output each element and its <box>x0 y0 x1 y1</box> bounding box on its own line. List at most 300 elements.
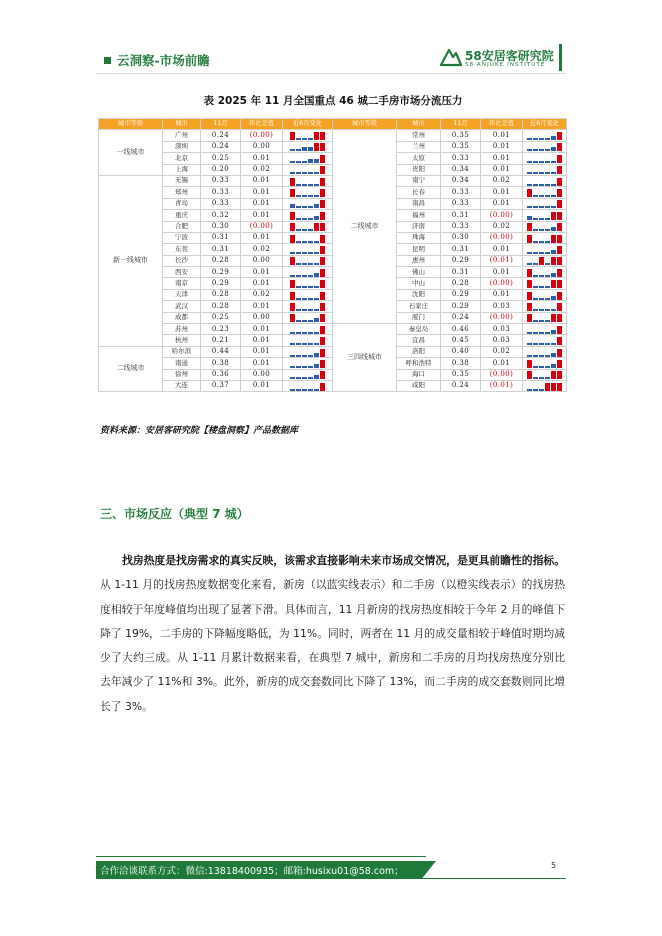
logo-en-text: 58·ANJUKE INSTITUTE <box>465 62 546 68</box>
sparkline-bar <box>296 309 301 311</box>
sparkline-cell <box>283 335 333 346</box>
nov-value: 0.25 <box>201 153 241 164</box>
sparkline-bar <box>545 138 550 140</box>
sparkline <box>283 313 332 322</box>
sparkline-bar <box>545 320 550 322</box>
mom-diff: 0.03 <box>481 335 523 346</box>
sparkline-bar <box>314 286 319 288</box>
city-name: 合肥 <box>163 221 201 232</box>
city-name: 佛山 <box>397 267 441 278</box>
sparkline-bar <box>539 218 544 220</box>
mom-diff: (0.01) <box>481 255 523 266</box>
sparkline-bar <box>296 343 301 345</box>
mom-diff: 0.01 <box>481 289 523 300</box>
city-name: 秦皇岛 <box>397 324 441 335</box>
sparkline-cell <box>523 221 567 232</box>
sparkline-bar <box>533 206 538 208</box>
sparkline-bar <box>557 189 562 197</box>
sparkline-bar <box>314 216 319 220</box>
sparkline-bar <box>527 223 532 231</box>
sparkline <box>283 256 332 265</box>
nov-value: 0.44 <box>201 346 241 357</box>
sparkline-bar <box>551 195 556 197</box>
nov-value: 0.34 <box>441 164 481 175</box>
city-name: 北京 <box>163 153 201 164</box>
sparkline-bar <box>302 218 307 220</box>
footer-contact: 合作洽谈联系方式：微信:13818400935；邮箱:husixu01@58.com； <box>100 866 404 877</box>
sparkline-bar <box>527 371 532 379</box>
sparkline-bar <box>539 172 544 174</box>
nov-value: 0.35 <box>441 141 481 152</box>
sparkline-bar <box>320 178 325 186</box>
sparkline-bar <box>557 212 562 220</box>
city-name: 长沙 <box>163 255 201 266</box>
mom-diff: (0.00) <box>481 278 523 289</box>
mom-diff: (0.00) <box>481 369 523 380</box>
city-name: 青岛 <box>163 198 201 209</box>
sparkline-cell <box>283 289 333 300</box>
city-name: 咸阳 <box>397 380 441 391</box>
sparkline-bar <box>551 147 556 151</box>
sparkline-bar <box>296 172 301 174</box>
sparkline-bar <box>314 223 319 231</box>
sparkline-bar <box>557 200 562 208</box>
sparkline <box>523 142 566 151</box>
sparkline-bar <box>557 132 562 140</box>
sparkline-bar <box>302 377 307 379</box>
city-name: 呼和浩特 <box>397 358 441 369</box>
city-name: 沈阳 <box>397 289 441 300</box>
sparkline-bar <box>308 355 313 357</box>
sparkline-bar <box>527 389 532 391</box>
sparkline-bar <box>551 161 556 163</box>
sparkline-bar <box>320 166 325 174</box>
sparkline-bar <box>557 314 562 322</box>
sparkline-bar <box>308 184 313 186</box>
sparkline-bar <box>539 257 544 265</box>
sparkline-cell <box>283 369 333 380</box>
sparkline-bar <box>290 235 295 243</box>
sparkline-bar <box>296 252 301 254</box>
sparkline-bar <box>290 172 295 174</box>
sparkline-bar <box>302 229 307 231</box>
sparkline-bar <box>551 343 556 345</box>
city-name: 杭州 <box>163 335 201 346</box>
sparkline-bar <box>551 296 556 300</box>
sparkline-bar <box>320 303 325 311</box>
sparkline-bar <box>296 377 301 379</box>
nov-value: 0.33 <box>201 187 241 198</box>
sparkline <box>283 382 332 391</box>
sparkline-cell <box>523 210 567 221</box>
nov-value: 0.31 <box>441 210 481 221</box>
sparkline-bar <box>533 366 538 368</box>
mom-diff: 0.01 <box>481 244 523 255</box>
city-name: 昆明 <box>397 244 441 255</box>
sparkline-bar <box>320 189 325 197</box>
sparkline-bar <box>545 184 550 186</box>
sparkline <box>283 348 332 357</box>
sparkline-bar <box>551 250 556 254</box>
sparkline-bar <box>527 184 532 186</box>
sparkline-bar <box>290 257 295 265</box>
city-name: 福州 <box>397 210 441 221</box>
city-name: 兰州 <box>397 141 441 152</box>
city-name: 长春 <box>397 187 441 198</box>
sparkline-bar <box>296 275 301 277</box>
sparkline-bar <box>527 303 532 311</box>
sparkline-bar <box>539 252 544 254</box>
nov-value: 0.32 <box>201 210 241 221</box>
city-name: 宁波 <box>163 232 201 243</box>
sparkline-bar <box>557 349 562 357</box>
sparkline-bar <box>320 132 325 140</box>
sparkline-bar <box>302 172 307 174</box>
city-name: 厦门 <box>397 312 441 323</box>
sparkline-cell <box>523 369 567 380</box>
sparkline-bar <box>539 377 544 379</box>
nov-value: 0.35 <box>441 369 481 380</box>
sparkline <box>283 199 332 208</box>
sparkline <box>283 211 332 220</box>
sparkline-bar <box>533 195 538 197</box>
mom-diff: (0.00) <box>241 221 283 232</box>
header-title-text: 云洞察-市场前瞻 <box>117 53 210 68</box>
sparkline-bar <box>539 195 544 197</box>
sparkline-bar <box>302 389 307 391</box>
sparkline-cell <box>283 130 333 141</box>
sparkline-bar <box>551 184 556 186</box>
sparkline-cell <box>523 267 567 278</box>
mom-diff: 0.01 <box>241 335 283 346</box>
sparkline <box>283 336 332 345</box>
sparkline-bar <box>545 161 550 163</box>
city-pressure-table <box>98 118 567 392</box>
brand-logo <box>440 45 558 73</box>
sparkline-bar <box>296 161 301 163</box>
sparkline-bar <box>527 252 532 254</box>
sparkline-bar <box>545 286 550 288</box>
sparkline-bar <box>545 229 550 231</box>
sparkline-bar <box>320 337 325 345</box>
sparkline-bar <box>314 364 319 368</box>
sparkline-bar <box>320 223 325 231</box>
sparkline-bar <box>551 314 556 322</box>
mom-diff: 0.02 <box>241 244 283 255</box>
sparkline-bar <box>533 218 538 220</box>
sparkline-bar <box>302 206 307 208</box>
sparkline-bar <box>527 138 532 140</box>
sparkline <box>523 222 566 231</box>
nov-value: 0.28 <box>441 278 481 289</box>
nov-value: 0.35 <box>441 130 481 141</box>
sparkline-bar <box>296 355 301 357</box>
sparkline-cell <box>283 153 333 164</box>
table-body <box>99 130 567 392</box>
mom-diff: 0.01 <box>241 358 283 369</box>
sparkline-bar <box>320 246 325 254</box>
nov-value: 0.33 <box>441 221 481 232</box>
sparkline-bar <box>308 343 313 345</box>
mom-diff: 0.01 <box>481 141 523 152</box>
sparkline-bar <box>308 138 313 140</box>
sparkline-bar <box>302 138 307 140</box>
sparkline <box>283 188 332 197</box>
sparkline-bar <box>302 355 307 357</box>
sparkline-bar <box>320 383 325 391</box>
sparkline-bar <box>539 229 544 231</box>
sparkline-bar <box>533 286 538 288</box>
sparkline-cell <box>523 198 567 209</box>
mom-diff: 0.01 <box>481 267 523 278</box>
logo-cn-text: 58安居客研究院 <box>465 49 554 63</box>
city-tier: 二线城市 <box>333 130 397 324</box>
sparkline-bar <box>296 184 301 186</box>
city-name: 贵阳 <box>397 164 441 175</box>
sparkline-bar <box>320 280 325 288</box>
city-name: 南昌 <box>397 198 441 209</box>
sparkline-bar <box>533 343 538 345</box>
nov-value: 0.29 <box>201 267 241 278</box>
sparkline-bar <box>545 241 550 243</box>
col-header: 11月 <box>441 119 481 130</box>
sparkline-bar <box>551 227 556 231</box>
sparkline-bar <box>533 389 538 391</box>
sparkline-cell <box>523 153 567 164</box>
sparkline-bar <box>290 280 295 288</box>
sparkline-bar <box>557 178 562 186</box>
city-name: 广州 <box>163 130 201 141</box>
sparkline-bar <box>302 252 307 254</box>
sparkline-bar <box>527 235 532 243</box>
sparkline-cell <box>523 324 567 335</box>
sparkline-bar <box>557 326 562 334</box>
sparkline <box>523 188 566 197</box>
sparkline-bar <box>551 383 556 391</box>
sparkline-bar <box>314 332 319 334</box>
sparkline <box>283 234 332 243</box>
nov-value: 0.33 <box>441 153 481 164</box>
sparkline <box>523 234 566 243</box>
sparkline-cell <box>283 164 333 175</box>
city-name: 大连 <box>163 380 201 391</box>
sparkline-bar <box>557 292 562 300</box>
sparkline-bar <box>551 235 556 243</box>
sparkline-cell <box>283 255 333 266</box>
city-name: 南宁 <box>397 175 441 186</box>
sparkline-bar <box>308 206 313 208</box>
mom-diff: 0.01 <box>241 175 283 186</box>
sparkline-cell <box>283 141 333 152</box>
nov-value: 0.29 <box>201 278 241 289</box>
city-name: 珠海 <box>397 232 441 243</box>
sparkline-bar <box>551 212 556 220</box>
sparkline-bar <box>314 204 319 208</box>
sparkline-bar <box>527 360 532 368</box>
sparkline-bar <box>539 389 544 391</box>
sparkline-cell <box>523 141 567 152</box>
sparkline-bar <box>545 377 550 379</box>
sparkline-bar <box>557 280 562 288</box>
city-name: 深圳 <box>163 141 201 152</box>
nov-value: 0.30 <box>201 221 241 232</box>
mom-diff: 0.01 <box>241 324 283 335</box>
sparkline-bar <box>308 320 313 322</box>
mom-diff: 0.01 <box>481 198 523 209</box>
source-note: 资料来源：安居客研究院【楼盘洞察】产品数据库 <box>100 426 299 436</box>
sparkline-bar <box>296 229 301 231</box>
header-divider <box>96 73 566 74</box>
sparkline-bar <box>527 216 532 220</box>
sparkline-bar <box>551 257 556 265</box>
sparkline-bar <box>539 184 544 186</box>
nov-value: 0.46 <box>441 324 481 335</box>
sparkline-bar <box>308 218 313 220</box>
sparkline-bar <box>308 229 313 231</box>
sparkline-bar <box>290 132 295 140</box>
mom-diff: (0.00) <box>241 130 283 141</box>
sparkline-bar <box>308 298 313 300</box>
sparkline-bar <box>296 286 301 288</box>
mom-diff: 0.01 <box>241 210 283 221</box>
sparkline <box>523 256 566 265</box>
city-tier: 二线城市 <box>99 346 163 392</box>
sparkline-bar <box>302 184 307 186</box>
sparkline <box>523 325 566 334</box>
sparkline-bar <box>527 280 532 288</box>
sparkline-cell <box>283 175 333 186</box>
sparkline-bar <box>314 172 319 174</box>
sparkline-bar <box>557 383 562 391</box>
sparkline-bar <box>290 178 295 186</box>
mom-diff: 0.01 <box>241 153 283 164</box>
sparkline-bar <box>314 298 319 300</box>
sparkline-bar <box>557 360 562 368</box>
sparkline <box>523 382 566 391</box>
sparkline <box>523 165 566 174</box>
sparkline-bar <box>557 155 562 163</box>
city-name: 洛阳 <box>397 346 441 357</box>
sparkline-cell <box>523 380 567 391</box>
sparkline-bar <box>533 309 538 311</box>
sparkline <box>283 279 332 288</box>
city-name: 上海 <box>163 164 201 175</box>
sparkline-bar <box>302 263 307 265</box>
col-header: 城市 <box>163 119 201 130</box>
sparkline-bar <box>539 286 544 288</box>
sparkline-bar <box>539 332 544 334</box>
sparkline-bar <box>296 366 301 368</box>
city-name: 重庆 <box>163 210 201 221</box>
sparkline-bar <box>545 366 550 368</box>
sparkline-bar <box>320 212 325 220</box>
sparkline-cell <box>523 175 567 186</box>
sparkline-bar <box>557 269 562 277</box>
sparkline-bar <box>308 309 313 311</box>
mountain-logo-icon <box>440 47 462 67</box>
nov-value: 0.33 <box>201 198 241 209</box>
header-title <box>104 51 210 69</box>
sparkline <box>283 268 332 277</box>
col-header: 环比差值 <box>481 119 523 130</box>
sparkline-bar <box>296 206 301 208</box>
page-number: 5 <box>551 861 557 870</box>
sparkline-bar <box>314 263 319 265</box>
sparkline-bar <box>290 275 295 277</box>
sparkline <box>283 245 332 254</box>
sparkline-bar <box>545 298 550 300</box>
mom-diff: 0.00 <box>241 369 283 380</box>
mom-diff: (0.00) <box>481 232 523 243</box>
sparkline-bar <box>314 353 319 357</box>
sparkline-bar <box>308 252 313 254</box>
sparkline-bar <box>539 138 544 140</box>
sparkline-bar <box>296 320 301 322</box>
sparkline-bar <box>551 309 556 311</box>
sparkline-bar <box>308 275 313 277</box>
sparkline-bar <box>308 366 313 368</box>
sparkline <box>523 154 566 163</box>
col-header: 城市等级 <box>333 119 397 130</box>
sparkline-cell <box>283 380 333 391</box>
mom-diff: (0.00) <box>481 312 523 323</box>
city-name: 惠州 <box>397 255 441 266</box>
sparkline-bar <box>533 252 538 254</box>
sparkline-bar <box>533 263 538 265</box>
sparkline-bar <box>308 159 313 163</box>
sparkline-cell <box>283 210 333 221</box>
paragraph-lead: 找房热度是找房需求的真实反映，该需求直接影响未来市场成交情况，是更具前瞻性的指标。 <box>122 554 565 567</box>
sparkline-bar <box>545 355 550 357</box>
mom-diff: 0.02 <box>481 175 523 186</box>
sparkline-bar <box>527 269 532 277</box>
sparkline-bar <box>314 343 319 345</box>
sparkline-bar <box>320 200 325 208</box>
nov-value: 0.28 <box>201 255 241 266</box>
sparkline-bar <box>545 343 550 345</box>
body-paragraph <box>100 549 565 719</box>
sparkline-bar <box>539 275 544 277</box>
mom-diff: 0.01 <box>481 130 523 141</box>
sparkline-bar <box>527 172 532 174</box>
sparkline-bar <box>533 298 538 300</box>
sparkline-bar <box>539 161 544 163</box>
nov-value: 0.33 <box>441 198 481 209</box>
sparkline-bar <box>551 280 556 288</box>
sparkline-bar <box>302 275 307 277</box>
sparkline-bar <box>302 298 307 300</box>
sparkline-cell <box>523 232 567 243</box>
col-header: 城市 <box>397 119 441 130</box>
mom-diff: 0.02 <box>241 164 283 175</box>
sparkline-bar <box>533 172 538 174</box>
sparkline-bar <box>539 343 544 345</box>
nov-value: 0.20 <box>201 164 241 175</box>
sparkline-bar <box>533 241 538 243</box>
sparkline-bar <box>320 360 325 368</box>
sparkline-bar <box>533 377 538 379</box>
sparkline-bar <box>308 263 313 265</box>
nov-value: 0.25 <box>201 312 241 323</box>
nov-value: 0.33 <box>201 175 241 186</box>
sparkline-bar <box>557 246 562 254</box>
sparkline-bar <box>314 132 319 140</box>
sparkline-bar <box>290 252 295 254</box>
mom-diff: 0.02 <box>481 221 523 232</box>
sparkline-bar <box>320 349 325 357</box>
sparkline-bar <box>527 343 532 345</box>
sparkline <box>523 313 566 322</box>
